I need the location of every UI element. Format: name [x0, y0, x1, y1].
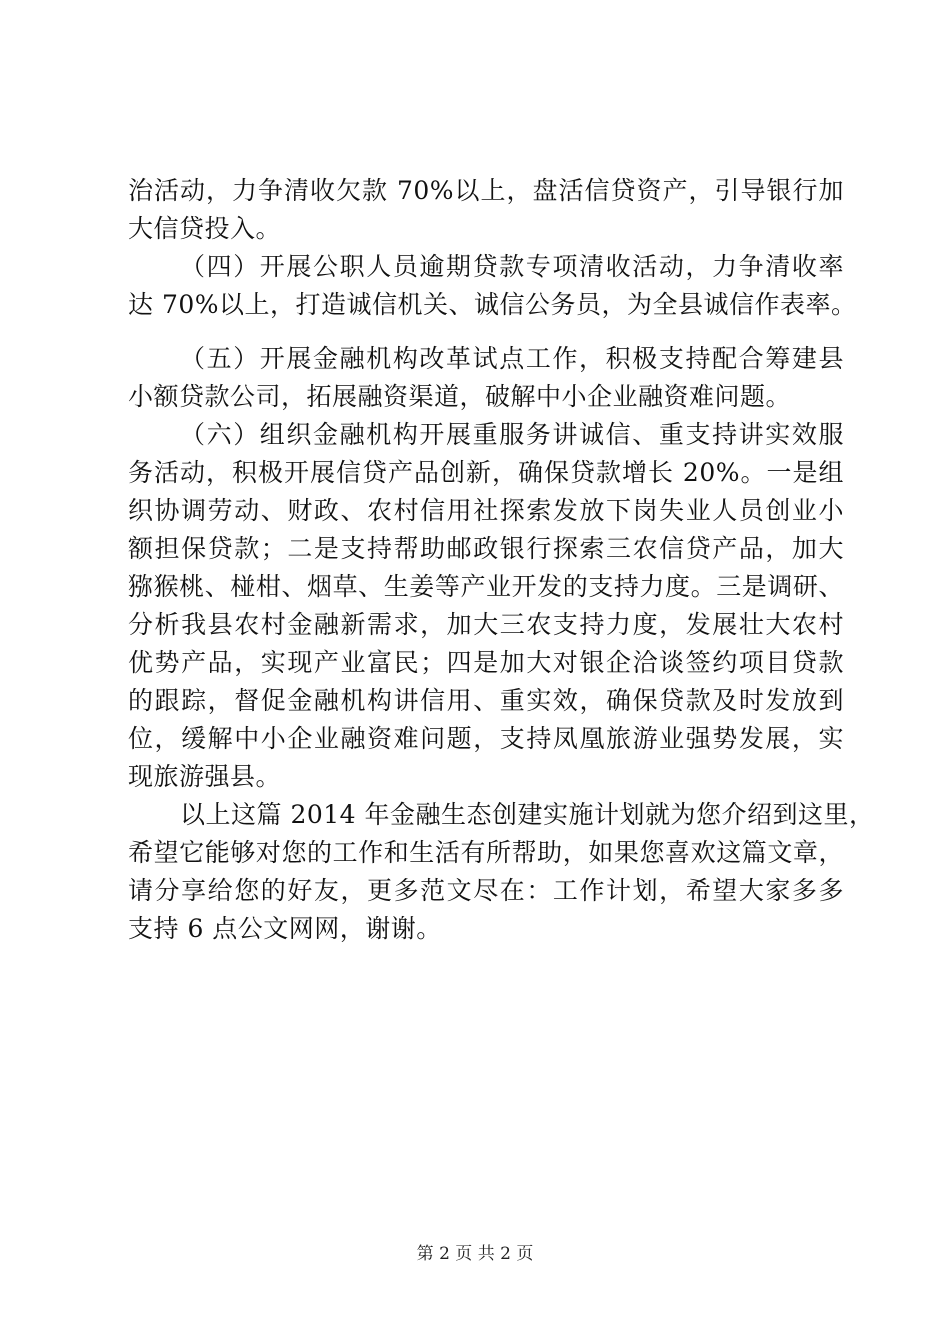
page-number-footer: 第 2 页 共 2 页 — [416, 1244, 534, 1264]
text-line: 猕猴桃、椪柑、烟草、生姜等产业开发的支持力度。三是调研、 — [128, 572, 844, 601]
text-line: 治活动，力争清收欠款 70%以上，盘活信贷资产，引导银行加 — [128, 176, 844, 205]
text-line: 分析我县农村金融新需求，加大三农支持力度，发展壮大农村 — [128, 610, 844, 639]
text-line: （五）开展金融机构改革试点工作，积极支持配合筹建县 — [180, 344, 844, 373]
text-line: 请分享给您的好友，更多范文尽在：工作计划，希望大家多多 — [128, 876, 844, 905]
text-line: 现旅游强县。 — [128, 762, 282, 791]
text-line: 大信贷投入。 — [128, 214, 282, 243]
text-line: 支持 6 点公文网网，谢谢。 — [128, 914, 442, 943]
text-line: 达 70%以上，打造诚信机关、诚信公务员，为全县诚信作表率。 — [128, 290, 857, 319]
text-line: （四）开展公职人员逾期贷款专项清收活动，力争清收率 — [180, 252, 844, 281]
text-line: 位，缓解中小企业融资难问题，支持凤凰旅游业强势发展，实 — [128, 724, 844, 753]
text-line: 额担保贷款；二是支持帮助邮政银行探索三农信贷产品，加大 — [128, 534, 844, 563]
text-line: 优势产品，实现产业富民；四是加大对银企洽谈签约项目贷款 — [128, 648, 844, 677]
document-body — [128, 172, 875, 948]
text-line: 的跟踪，督促金融机构讲信用、重实效，确保贷款及时发放到 — [128, 686, 844, 715]
text-line: 织协调劳动、财政、农村信用社探索发放下岗失业人员创业小 — [128, 496, 844, 525]
text-line: 小额贷款公司，拓展融资渠道，破解中小企业融资难问题。 — [128, 382, 792, 411]
paragraph-gap — [128, 324, 844, 340]
text-line: 务活动，积极开展信贷产品创新，确保贷款增长 20%。一是组 — [128, 458, 844, 487]
text-line: （六）组织金融机构开展重服务讲诚信、重支持讲实效服 — [180, 420, 844, 449]
text-line: 希望它能够对您的工作和生活有所帮助，如果您喜欢这篇文章， — [128, 838, 844, 867]
text-line: 以上这篇 2014 年金融生态创建实施计划就为您介绍到这里， — [180, 800, 875, 829]
